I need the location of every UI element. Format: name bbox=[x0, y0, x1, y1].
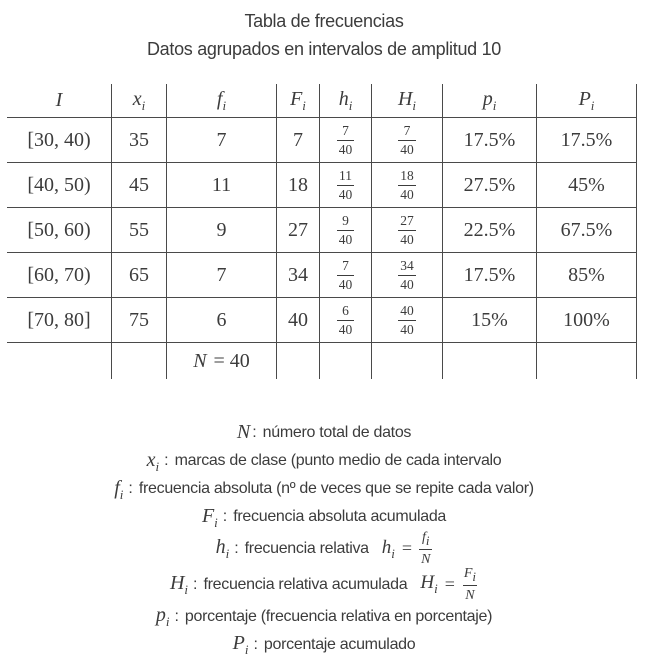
cell-cum-percentage: 17.5% bbox=[537, 118, 637, 163]
table-row bbox=[7, 253, 637, 298]
cell-cum-abs-freq: 40 bbox=[277, 298, 320, 343]
formula-fraction bbox=[419, 531, 432, 567]
cell-abs-freq: 11 bbox=[167, 163, 277, 208]
math-symbol-Hi: $H_i$ bbox=[169, 572, 189, 598]
fraction-denominator: 40 bbox=[337, 185, 355, 202]
cell-cum-abs-freq: 18 bbox=[277, 163, 320, 208]
fraction bbox=[337, 124, 355, 157]
cell-abs-freq: 9 bbox=[167, 208, 277, 253]
empty-cell bbox=[320, 343, 372, 379]
legend-text: frecuencia absoluta acumulada bbox=[233, 508, 447, 525]
formula-Hi bbox=[420, 567, 478, 603]
cell-percentage: 17.5% bbox=[443, 118, 537, 163]
math-symbol-Pi: $P_i$ bbox=[232, 632, 249, 656]
cell-percentage: 22.5% bbox=[443, 208, 537, 253]
fraction-numerator: 9 bbox=[342, 212, 349, 228]
math-symbol-Fi: $F_i$ bbox=[201, 504, 218, 530]
cell-cum-rel-freq bbox=[372, 253, 443, 298]
col-header-abs-freq: $f_i$ bbox=[167, 84, 277, 118]
cell-class-mark: 45 bbox=[112, 163, 167, 208]
fraction bbox=[398, 304, 416, 337]
legend-line-Fi bbox=[0, 503, 648, 531]
legend-text: porcentaje (frecuencia relativa en porcentaje) bbox=[184, 607, 493, 625]
col-header-cum-rel-freq: $H_i$ bbox=[372, 84, 443, 118]
formula-hi bbox=[382, 531, 433, 567]
legend-text: porcentaje acumulado bbox=[263, 635, 416, 653]
math-symbol-N: N bbox=[236, 420, 251, 443]
cell-class-mark: 35 bbox=[112, 118, 167, 163]
empty-cell bbox=[372, 343, 443, 379]
col-header-percentage: $p_i$ bbox=[443, 84, 537, 118]
cell-abs-freq: 7 bbox=[167, 253, 277, 298]
cell-abs-freq: 7 bbox=[167, 118, 277, 163]
fraction-denominator: 40 bbox=[398, 230, 416, 247]
fraction-denominator: 40 bbox=[337, 320, 355, 337]
legend-line-Pi bbox=[0, 631, 648, 656]
fraction-numerator: 7 bbox=[342, 257, 349, 273]
fraction-denominator: 40 bbox=[337, 275, 355, 292]
fraction bbox=[337, 304, 355, 337]
empty-cell bbox=[443, 343, 537, 379]
fraction bbox=[398, 169, 416, 202]
cell-percentage: 27.5% bbox=[443, 163, 537, 208]
fraction-denominator: 40 bbox=[398, 185, 416, 202]
formula-fraction bbox=[462, 567, 478, 603]
cell-rel-freq bbox=[320, 298, 372, 343]
cell-percentage: 17.5% bbox=[443, 253, 537, 298]
fraction-denominator: 40 bbox=[337, 140, 355, 157]
legend-text: marcas de clase (punto medio de cada intervalo bbox=[174, 452, 502, 469]
fraction-denominator: 40 bbox=[398, 275, 416, 292]
colon: : bbox=[253, 635, 258, 653]
table-row bbox=[7, 163, 637, 208]
fraction-numerator: $F_i$ bbox=[463, 565, 477, 584]
legend-text: frecuencia relativa acumulada bbox=[203, 575, 408, 593]
colon: : bbox=[174, 607, 179, 625]
legend-line-xi bbox=[0, 447, 648, 475]
cell-abs-freq: 6 bbox=[167, 298, 277, 343]
empty-cell bbox=[277, 343, 320, 379]
table-row bbox=[7, 208, 637, 253]
col-header-cum-percentage: $P_i$ bbox=[537, 84, 637, 118]
colon: : bbox=[164, 452, 169, 469]
colon: : bbox=[234, 539, 239, 557]
legend-line-hi bbox=[0, 531, 648, 567]
cell-percentage: 15% bbox=[443, 298, 537, 343]
colon: : bbox=[193, 575, 198, 593]
fraction bbox=[398, 259, 416, 292]
colon: : bbox=[252, 424, 257, 441]
total-value: = 40 bbox=[213, 349, 250, 372]
cell-cum-percentage: 85% bbox=[537, 253, 637, 298]
math-symbol-fi: $f_i$ bbox=[114, 476, 124, 502]
fraction bbox=[337, 259, 355, 292]
cell-interval: [70, 80] bbox=[7, 298, 112, 343]
colon: : bbox=[128, 480, 133, 497]
equals-sign: = bbox=[401, 538, 413, 559]
fraction bbox=[398, 124, 416, 157]
total-symbol: N bbox=[193, 349, 207, 372]
legend-text: frecuencia relativa bbox=[244, 539, 369, 557]
fraction-numerator: $f_i$ bbox=[421, 530, 430, 548]
fraction-numerator: 18 bbox=[400, 167, 414, 183]
page-title: Tabla de frecuencias bbox=[244, 11, 404, 31]
cell-cum-percentage: 100% bbox=[537, 298, 637, 343]
legend-text: frecuencia absoluta (nº de veces que se repite cada valor) bbox=[138, 480, 534, 497]
math-symbol-xi: $x_i$ bbox=[146, 448, 160, 474]
empty-cell bbox=[537, 343, 637, 379]
cell-rel-freq bbox=[320, 118, 372, 163]
cell-class-mark: 65 bbox=[112, 253, 167, 298]
fraction-denominator: 40 bbox=[337, 230, 355, 247]
fraction-denominator: 40 bbox=[398, 320, 416, 337]
fraction-numerator: 40 bbox=[400, 302, 414, 318]
fraction-denominator: N bbox=[419, 549, 432, 567]
col-header-interval: I bbox=[7, 84, 112, 118]
cell-cum-abs-freq: 27 bbox=[277, 208, 320, 253]
fraction-numerator: 27 bbox=[400, 212, 414, 228]
cell-cum-rel-freq bbox=[372, 298, 443, 343]
cell-cum-rel-freq bbox=[372, 208, 443, 253]
fraction-numerator: 6 bbox=[342, 302, 349, 318]
cell-interval: [50, 60) bbox=[7, 208, 112, 253]
title-block bbox=[0, 7, 648, 63]
cell-interval: [40, 50) bbox=[7, 163, 112, 208]
header-row bbox=[7, 84, 637, 118]
cell-rel-freq bbox=[320, 253, 372, 298]
fraction bbox=[398, 214, 416, 247]
formula-lhs: $h_i$ bbox=[381, 536, 395, 561]
frequency-table-wrapper bbox=[7, 84, 637, 379]
cell-class-mark: 75 bbox=[112, 298, 167, 343]
equals-sign: = bbox=[444, 574, 455, 595]
fraction-numerator: 34 bbox=[400, 257, 414, 273]
cell-rel-freq bbox=[320, 163, 372, 208]
cell-cum-abs-freq: 34 bbox=[277, 253, 320, 298]
col-header-cum-abs-freq: $F_i$ bbox=[277, 84, 320, 118]
legend-line-Hi bbox=[0, 567, 648, 603]
cell-cum-percentage: 45% bbox=[537, 163, 637, 208]
formula-lhs: $H_i$ bbox=[420, 572, 438, 597]
total-cell bbox=[167, 343, 277, 379]
empty-cell bbox=[112, 343, 167, 379]
cell-interval: [30, 40) bbox=[7, 118, 112, 163]
legend-line-fi bbox=[0, 475, 648, 503]
page-subtitle: Datos agrupados en intervalos de amplitud 10 bbox=[146, 39, 502, 59]
legend-line-N bbox=[0, 419, 648, 447]
cell-class-mark: 55 bbox=[112, 208, 167, 253]
total-row bbox=[7, 343, 637, 379]
fraction-numerator: 7 bbox=[403, 122, 411, 138]
fraction-denominator: N bbox=[463, 585, 476, 603]
table-row bbox=[7, 118, 637, 163]
empty-cell bbox=[7, 343, 112, 379]
cell-cum-rel-freq bbox=[372, 163, 443, 208]
fraction-denominator: 40 bbox=[398, 140, 416, 157]
legend bbox=[0, 419, 648, 656]
fraction-numerator: 7 bbox=[342, 122, 349, 138]
table-row bbox=[7, 298, 637, 343]
cell-cum-percentage: 67.5% bbox=[537, 208, 637, 253]
cell-interval: [60, 70) bbox=[7, 253, 112, 298]
math-symbol-pi: $p_i$ bbox=[155, 604, 170, 630]
math-symbol-hi: $h_i$ bbox=[215, 536, 230, 562]
fraction bbox=[337, 214, 355, 247]
frequency-table bbox=[7, 84, 637, 379]
legend-text: número total de datos bbox=[262, 424, 412, 441]
fraction bbox=[337, 169, 355, 202]
col-header-class-mark: $x_i$ bbox=[112, 84, 167, 118]
legend-line-pi bbox=[0, 603, 648, 631]
colon: : bbox=[222, 508, 228, 525]
cell-cum-rel-freq bbox=[372, 118, 443, 163]
cell-rel-freq bbox=[320, 208, 372, 253]
cell-cum-abs-freq: 7 bbox=[277, 118, 320, 163]
col-header-rel-freq: $h_i$ bbox=[320, 84, 372, 118]
fraction-numerator: 11 bbox=[339, 167, 352, 183]
